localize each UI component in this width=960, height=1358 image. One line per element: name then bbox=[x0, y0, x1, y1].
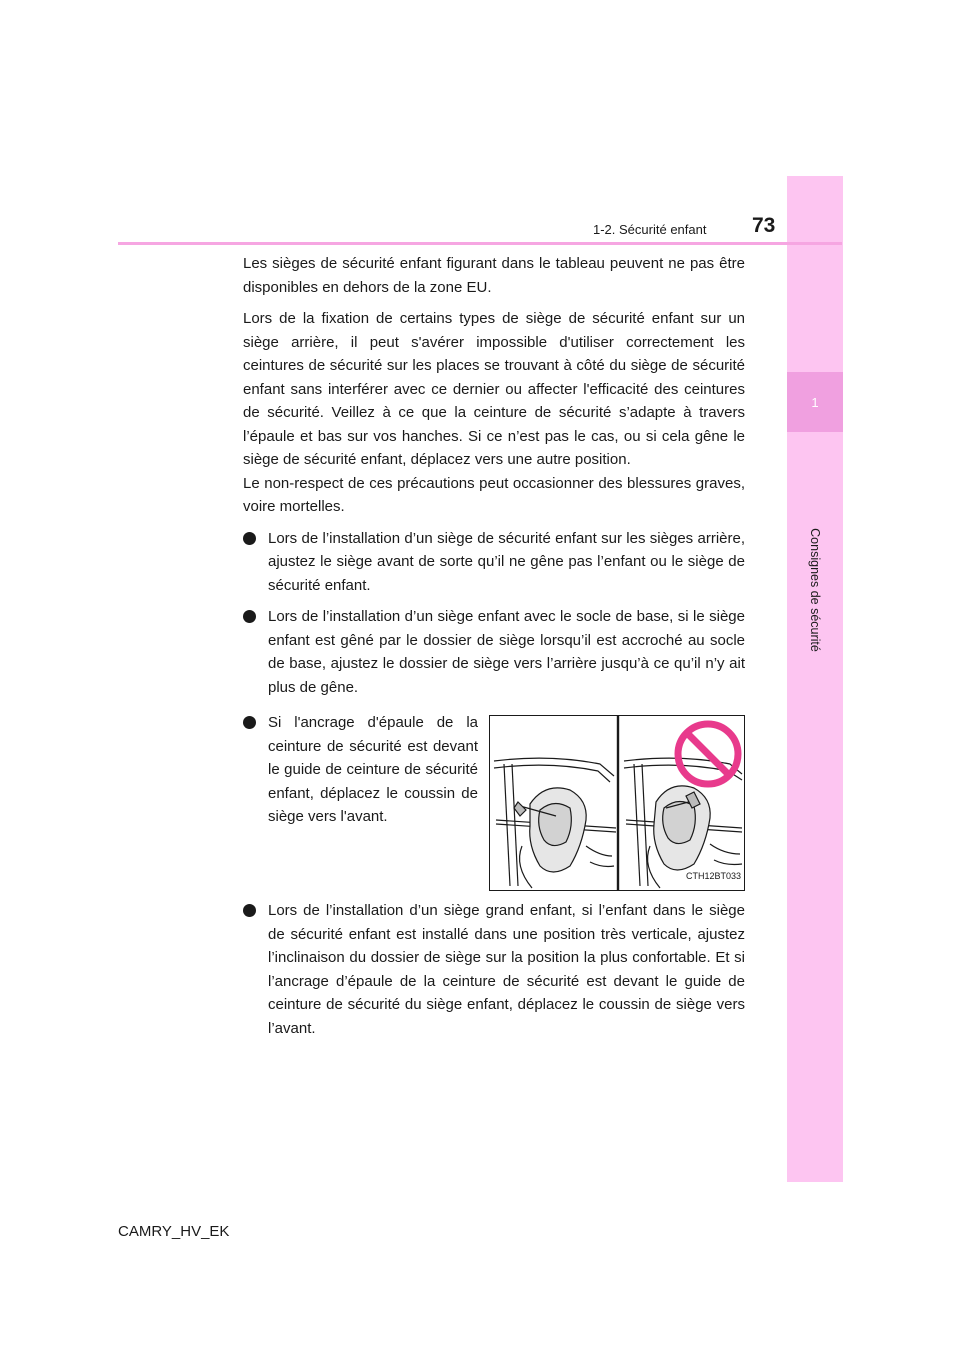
bullet-item bbox=[243, 711, 478, 891]
paragraph: Les sièges de sécurité enfant figurant dans le tableau peuvent ne pas être disponibles en dehors de la zone EU. bbox=[243, 255, 745, 296]
footer-model-code: CAMRY_HV_EK bbox=[118, 1223, 230, 1240]
bullet-icon bbox=[243, 610, 256, 623]
bullet-item bbox=[243, 527, 745, 598]
header-rule bbox=[118, 242, 842, 245]
figure-code: CTH12BT033 bbox=[685, 870, 741, 881]
bullet-text: Lors de l’installation d’un siège grand enfant, si l’enfant dans le siège de sécurité enfant est installé dans une position très verticale, ajustez l’inclinaison du dossier de siège sur la position la plus confortable. Et si l’ancrage d’épaule de la ceinture de sécurité est devant le guide de ceinture de sécurité du siège enfant, déplacez le coussin de siège vers l’avant. bbox=[268, 902, 745, 1037]
paragraph: Lors de la fixation de certains types de siège de sécurité enfant sur un siège arrière, il peut s'avérer impossible d'utiliser correctement les ceintures de sécurité sur les places se trouvant à côté du siège de sécurité enfant sans interférer avec ce dernier ou affecter l'efficacité des ceintures de sécurité. Veillez à ce que la ceinture de sécurité s’adapte à travers l’épaule et bas sur vos hanches. Si ce n’est pas le cas, ou si cela gêne le siège de sécurité enfant, déplacez vers une autre position. bbox=[243, 310, 745, 468]
bullet-text: Si l'ancrage d'épaule de la ceinture de sécurité est devant le guide de ceinture de sécurité enfant, déplacez le coussin de siège vers l'avant. bbox=[268, 714, 478, 825]
bullet-item bbox=[243, 605, 745, 699]
prohibition-icon bbox=[678, 724, 738, 784]
bullet-with-figure bbox=[243, 711, 745, 891]
bullet-text: Lors de l’installation d’un siège de sécurité enfant sur les sièges arrière, ajustez le siège avant de sorte qu’il ne gêne pas l’enfant ou le siège de sécurité enfant. bbox=[268, 529, 745, 594]
bullet-icon bbox=[243, 716, 256, 729]
bullet-icon bbox=[243, 904, 256, 917]
paragraph: Le non-respect de ces précautions peut occasionner des blessures graves, voire mortelles. bbox=[243, 474, 745, 515]
chapter-number: 1 bbox=[787, 372, 843, 432]
seat-illustration bbox=[489, 715, 745, 891]
bullet-text: Lors de l’installation d’un siège enfant avec le socle de base, si le siège enfant est gêné par le dossier de siège lorsqu’il est accroché au socle de base, ajustez le dossier de siège vers l’arrière jusqu’à ce qu’il n’y ait plus de gêne. bbox=[268, 608, 745, 696]
page-content bbox=[243, 252, 745, 1048]
chapter-side-tab bbox=[787, 176, 843, 1182]
section-title: 1-2. Sécurité enfant bbox=[593, 222, 707, 237]
bullet-item bbox=[243, 899, 745, 1040]
chapter-title: Consignes de sécurité bbox=[808, 528, 822, 652]
bullet-icon bbox=[243, 532, 256, 545]
page-number: 73 bbox=[752, 214, 776, 237]
